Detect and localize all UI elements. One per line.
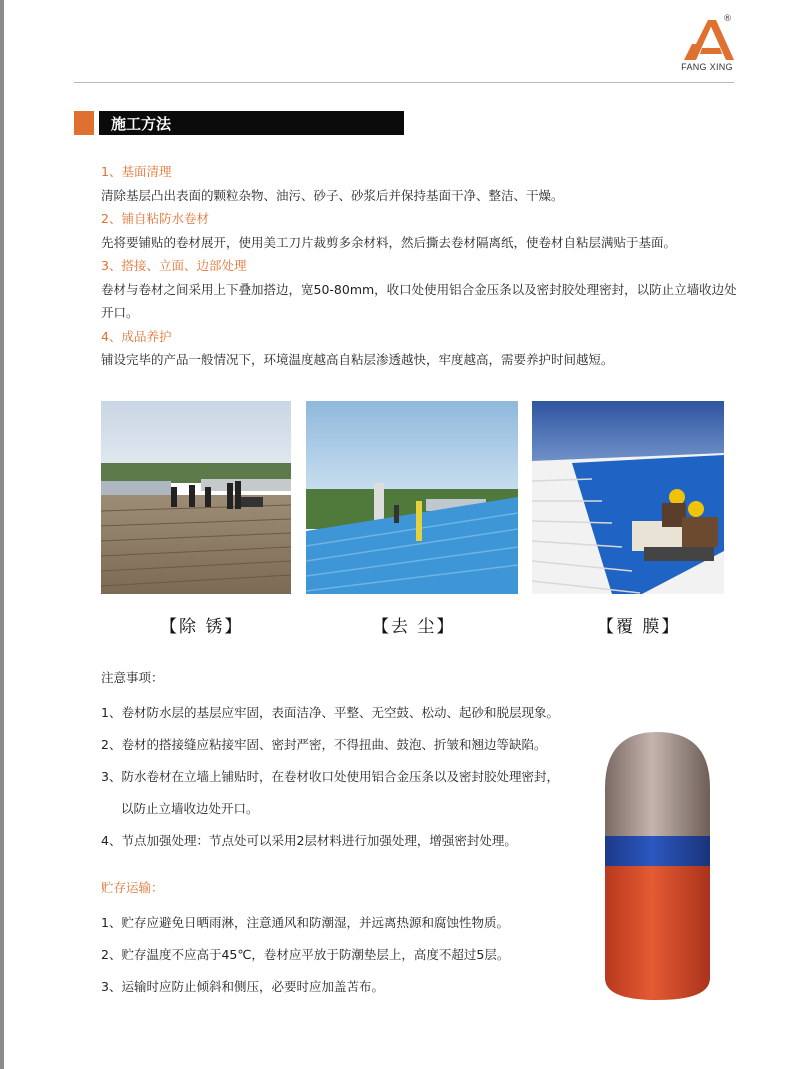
brand-name: FANG XING — [681, 62, 733, 72]
section-accent-block — [74, 111, 94, 135]
photo-membrane-laying — [532, 401, 724, 594]
product-tank-image — [600, 728, 715, 1005]
step-text: 先将要铺贴的卷材展开，使用美工刀片裁剪多余材料，然后撕去卷材隔离纸，使卷材自粘层满贴于基面。 — [101, 234, 677, 250]
step-heading: 4、成品养护 — [101, 328, 172, 344]
header-divider — [74, 82, 734, 83]
step-heading: 2、铺自粘防水卷材 — [101, 211, 209, 226]
photo-caption: 【除 锈】 — [160, 617, 244, 637]
step-heading: 3、搭接、立面、边部处理 — [101, 258, 247, 273]
photo-dust-removal — [306, 401, 518, 594]
logo-mark-icon — [684, 18, 734, 62]
storage-title: 贮存运输： — [101, 880, 164, 895]
brand-logo — [674, 14, 744, 76]
registered-mark: ® — [723, 14, 732, 24]
photo-caption: 【去 尘】 — [372, 617, 456, 637]
storage-list — [101, 907, 601, 1003]
notes-title: 注意事项： — [101, 670, 164, 685]
list-item: 2、贮存温度不应高于45℃，卷材应平放于防潮垫层上，高度不超过5层。 — [101, 947, 510, 962]
photo-caption: 【覆 膜】 — [597, 617, 681, 637]
list-item-continuation: 以防止立墙收边处开口。 — [121, 801, 259, 816]
construction-steps — [101, 160, 741, 372]
notes-list — [101, 697, 601, 857]
list-item: 3、运输时应防止倾斜和侧压，必要时应加盖苫布。 — [101, 979, 384, 994]
list-item: 2、卷材的搭接缝应粘接牢固、密封严密，不得扭曲、鼓泡、折皱和翘边等缺陷。 — [101, 737, 547, 752]
page-edge — [0, 0, 4, 1069]
step-text: 卷材与卷材之间采用上下叠加搭边，宽50-80mm，收口处使用铝合金压条以及密封胶处理密封，以防止立墙收边处开口。 — [101, 281, 737, 320]
photo-rust-removal — [101, 401, 291, 594]
list-item: 1、卷材防水层的基层应牢固，表面洁净、平整、无空鼓、松动、起砂和脱层现象。 — [101, 705, 559, 720]
list-item: 4、节点加强处理：节点处可以采用2层材料进行加强处理，增强密封处理。 — [101, 833, 517, 848]
step-text: 清除基层凸出表面的颗粒杂物、油污、砂子、砂浆后并保持基面干净、整洁、干燥。 — [101, 187, 564, 203]
step-text: 铺设完毕的产品一般情况下，环境温度越高自粘层渗透越快，牢度越高，需要养护时间越短。 — [101, 352, 614, 367]
list-item: 1、贮存应避免日晒雨淋，注意通风和防潮湿，并远离热源和腐蚀性物质。 — [101, 915, 509, 930]
section-title: 施工方法 — [111, 115, 172, 133]
step-heading: 1、基面清理 — [101, 164, 172, 179]
list-item: 3、防水卷材在立墙上铺贴时，在卷材收口处使用铝合金压条以及密封胶处理密封， — [101, 769, 559, 784]
